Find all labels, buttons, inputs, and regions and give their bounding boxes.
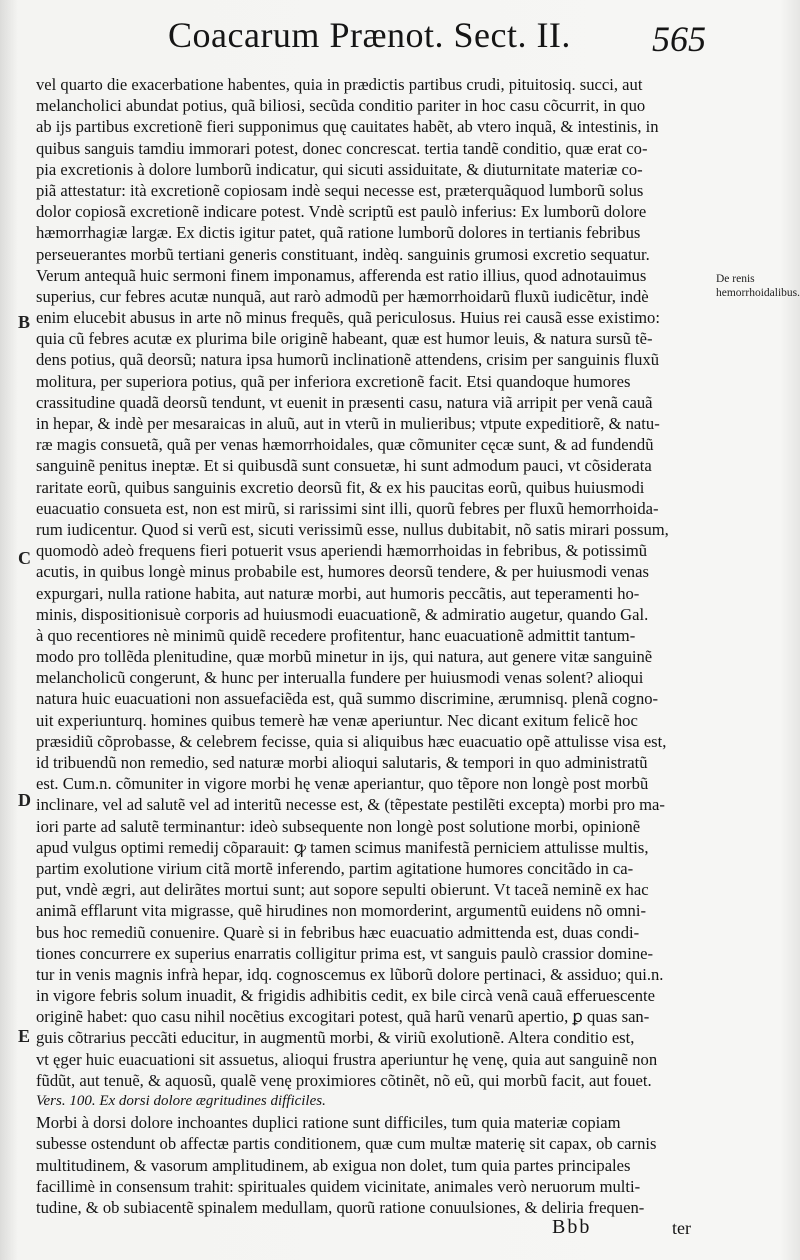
- text-line: præsidiũ cõprobasse, & celebrem fecisse, quia si aliquibus hæc euacuatio opẽ attulisse visa est,: [36, 731, 667, 751]
- text-line: piã attestatur: ità excretionẽ copiosam indè sequi necesse est, præterquãquod lumborũ solus: [36, 180, 644, 200]
- margin-letter-c: C: [18, 548, 31, 568]
- text-line: à quo recentiores nè minimũ quidẽ recedere profitentur, hanc euacuationẽ admittit tantum-: [36, 625, 636, 645]
- text-line: partim exolutione virium citã mortẽ inferendo, partim agitatione humores concitãdo in ca-: [36, 858, 634, 878]
- text-line: Verum antequã huic sermoni finem imponamus, afferenda est ratio illius, quod adnotauimus: [36, 265, 647, 285]
- text-line: quibus sanguis tamdiu immorari potest, donec concrescat. tertia tandẽ conditio, quæ erat co-: [36, 138, 648, 158]
- body-text: [36, 74, 716, 1218]
- text-line: iori parte ad salutẽ terminantur: ideò subsequente non longè post solutione morbi, opinionẽ: [36, 816, 641, 836]
- text-line: fũdũt, aut tenuẽ, & aquosũ, qualẽ venę proximiores cõtinẽt, nõ eũ, qui morbũ facit, aut fouet.: [36, 1070, 652, 1090]
- text-line: originẽ habet: quo casu nihil nocẽtius excogitari potest, quã harũ venarũ apertio, ꝑ quas san-: [36, 1007, 650, 1027]
- text-line: superius, cur febres acutæ nunquã, aut rarò admodũ per hæmorrhoidarũ fluxũ iudicẽtur, indè: [36, 286, 649, 306]
- text-line: hæmorrhagiæ largæ. Ex dictis igitur patet, quã ratione lumborũ dolores in tertianis febribus: [36, 223, 641, 243]
- text-line: quia cũ febres acutæ ex plurima bile originẽ habeant, quæ est humor leuis, & natura sursũ tẽ-: [36, 329, 653, 349]
- margin-letter-e: E: [18, 1026, 31, 1046]
- text-line: id tribuendũ non remedio, sed naturæ morbi alioqui salutaris, & tempori in quo administratũ: [36, 753, 648, 772]
- text-line: expurgari, nulla ratione habita, aut naturæ morbi, aut humoris peccãtis, aut teperamenti ho-: [36, 583, 640, 603]
- text-line: animã efflarunt vita migrasse, quẽ hirudines non momorderint, argumentũ euidens nõ omni-: [36, 901, 646, 921]
- text-line: melancholicũ congerunt, & hunc per interualla fundere per huiusmodi venas solent? alioqui: [36, 668, 644, 688]
- text-line: vel quarto die exacerbatione habentes, quia in prædictis partibus crudi, pituitosiq. succi, aut: [36, 75, 643, 94]
- margin-note: De renis hemorrhoidalibus.: [716, 273, 800, 299]
- text-line: bus hoc remediũ conuenire. Quarè si in febribus hæc euacuatio admittenda est, duas condi-: [36, 922, 640, 942]
- margin-letter-d: D: [18, 790, 31, 810]
- text-line: enim elucebit abusus in arte nõ minus frequẽs, quã periculosus. Huius rei causã esse existimo:: [36, 308, 660, 328]
- text-line: in vigore febris solum inuadit, & frigidis adhibitis cedit, ex bile circà venã cauã efferuescente: [36, 986, 655, 1006]
- text-line: dolor copiosã excretionẽ indicare potest. Vndè scriptũ est paulò inferius: Ex lumborũ dolore: [36, 202, 647, 222]
- text-line: Vers. 100. Ex dorsi dolore ægritudines difficiles.: [36, 1093, 326, 1109]
- text-line: sanguinẽ penitus ineptæ. Et si quibusdã sunt consuetæ, hi sunt admodum pauci, vt cõsiderata: [36, 456, 652, 476]
- text-line: pia excretionis à dolore lumborũ indicatur, qui sicuti assiduitate, & diuturnitate materiæ co-: [36, 159, 643, 179]
- text-line: raritate eorũ, quibus sanguinis excretio deorsũ fit, & ex his paucitas eorũ, quibus huiusmodi: [36, 477, 645, 497]
- text-line: acutis, in quibus longè minus probabile est, humores deorsũ tendere, & per huiusmodi venas: [36, 562, 649, 582]
- text-line: tur in venis magnis infrà hepar, idq. cognoscemus ex lũborũ dolore pertinaci, & assiduo; qui.n.: [36, 964, 664, 984]
- page-number: 565: [652, 19, 706, 59]
- text-line: uit experiunturq. homines quibus temerè hæ venæ aperiuntur. Nec dicant exitum felicẽ hoc: [36, 710, 638, 730]
- running-title: Coacarum Prænot. Sect. II.: [168, 15, 571, 55]
- margin-letter-b: B: [18, 312, 31, 332]
- text-line: molitura, per superiora potius, quã per inferiora excretionẽ facit. Etsi quandoque humores: [36, 371, 631, 391]
- text-line: est. Cum.n. cõmuniter in vigore morbi hę venæ aperiantur, quo tẽpore non longè post morbũ: [36, 774, 649, 794]
- text-line: facillimè in consensum trahit: spirituales quidem vicinitate, animales verò neruorum multi-: [36, 1176, 641, 1196]
- text-line: modo pro tollẽda plenitudine, quæ morbũ minetur in ijs, qui natura, aut genere vitæ sanguinẽ: [36, 647, 653, 667]
- text-line: subesse ostendunt ob affectæ partis conditionem, quæ cum multæ materię sit capax, ob carnis: [36, 1134, 657, 1154]
- text-line: tiones concurrere ex superius enarratis colligitur prima est, vt sanguis paulò crassior domine-: [36, 943, 654, 963]
- text-line: minis, dispositionisuè corporis ad huiusmodi euacuationẽ, & admiratio augetur, quando Gal.: [36, 604, 649, 624]
- text-line: ab ijs partibus excretionẽ fieri supponimus quę cauitates habẽt, ab vtero inquã, & intestinis, in: [36, 117, 659, 137]
- text-line: crassitudine quadã deorsũ tendunt, vt euenit in præsenti casu, natura viã arripit per venã cauã: [36, 392, 653, 412]
- catchword: ter: [672, 1218, 691, 1238]
- text-line: natura huic euacuationi non assuefaciẽda est, quã summo discrimine, ærumnisq. plenã cogno-: [36, 689, 659, 709]
- text-line: guis cõtrarius peccãti educitur, in augmentũ morbi, & viriũ exolutionẽ. Altera conditio est,: [36, 1028, 635, 1048]
- signature-mark: Bbb: [552, 1216, 592, 1238]
- text-line: euacuatio consueta est, non est mirũ, si rarissimi sint illi, quorũ febres per fluxũ hemorrhoida-: [36, 498, 659, 518]
- text-line: ræ magis consuetã, quã per venas hæmorrhoidales, quæ cõmuniter cęcæ sunt, & ad fundendũ: [36, 435, 654, 455]
- text-line: inclinare, vel ad salutẽ vel ad interitũ necesse est, & (tẽpestate pestilẽti excepta) morbi pro ma-: [36, 795, 665, 815]
- text-line: in hepar, & indè per mesaraicas in aluũ, aut in vterũ in mulieribus; vtpute expeditiorẽ, & natu-: [36, 414, 660, 433]
- text-line: rum iudicentur. Quod si verũ est, sicuti verissimũ esse, nullus dubitabit, nõ satis mirari possum,: [36, 519, 669, 539]
- text-line: melancholici abundat potius, quã biliosi, secũda conditio pariter in hoc casu cõcurrit, in quo: [36, 96, 646, 116]
- text-line: apud vulgus optimi remedij cõparauit: ꝙ tamen scimus manifestã perniciem attulisse multis,: [36, 837, 649, 857]
- text-line: dens potius, quã deorsũ; natura ipsa humorũ inclinationẽ attendens, crisim per sanguinis fluxũ: [36, 350, 660, 370]
- text-line: Morbi à dorsi dolore inchoantes duplici ratione sunt difficiles, tum quia materiæ copiam: [36, 1113, 621, 1133]
- text-line: put, vndè ægri, aut delirãtes mortui sunt; aut sopore sepulti obierunt. Vt taceã neminẽ ex hac: [36, 880, 649, 900]
- text-line: tudine, & ob subiacentẽ spinalem medullam, quorũ ratione conuulsiones, & deliria frequen-: [36, 1197, 645, 1217]
- text-line: multitudinem, & vasorum amplitudinem, ab exigua non dolet, tum quia partes principales: [36, 1155, 631, 1175]
- text-line: vt ęger huic euacuationi sit assuetus, alioqui frustra aperiuntur hę venę, quia aut sanguinẽ non: [36, 1049, 658, 1069]
- text-line: quomodò adeò frequens fieri potuerit vsus aperiendi hæmorrhoidas in febribus, & potissimũ: [36, 541, 648, 561]
- text-line: perseuerantes morbũ tertiani generis constituant, indèq. sanguinis grumosi excretio sequatur.: [36, 244, 650, 264]
